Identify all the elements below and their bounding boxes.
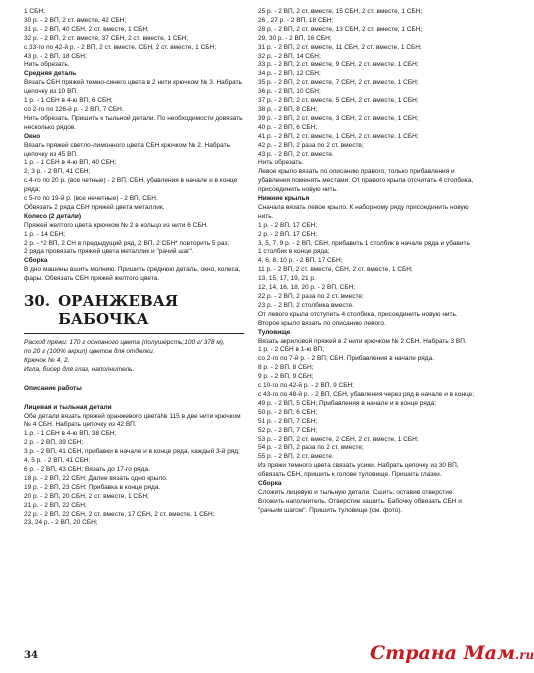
section-subheading: Колесо (2 детали): [24, 212, 82, 220]
text-line: 36 р. - 2 ВП, 10 СБН;: [258, 88, 321, 96]
text-line: цепочку из 10 ВП.: [24, 88, 78, 96]
left-column-part-1: [24, 8, 252, 284]
text-line: 2, 3 р. - 2 ВП, 41 СБН;: [24, 168, 91, 176]
section-subheading: Сборка: [258, 480, 282, 488]
text-line: 43 р. - 2 ВП, 18 СБН;: [24, 52, 87, 60]
page-number: 34: [24, 650, 38, 661]
text-line: Пряжей желтого цвета крючком № 2 в кольцо из нити 6 СБН.: [24, 221, 209, 229]
section-number: 30.: [24, 292, 51, 311]
text-line: 22 р. - 2 ВП, 22 СБН, 2 ст. вместе, 17 СБН, 2 ст. вместе, 1 СБН;: [24, 510, 215, 518]
section-subheading: Сборка: [24, 257, 48, 265]
text-line: 2 ряда провязать пряжей цвета металлик и "рачий шаг".: [24, 248, 194, 256]
text-line: 12, 14, 16, 18, 20 р. - 2 ВП, СБН;: [258, 284, 356, 292]
text-line: 11 р. - 2 ВП, 2 ст. вместе, СБН, 2 ст. вместе, 1 СБН;: [258, 266, 413, 274]
text-line: по 20 г (100% акрил) цветов для отделки.: [24, 348, 155, 355]
text-line: 1 р. - 1 СБН в 4-ю ВП, 40 СБН;: [24, 159, 117, 167]
text-line: несколько рядов.: [24, 123, 77, 131]
text-line: со 2-го по 7-й р. - 2 ВП, СБН. Прибавления в начале ряда.: [258, 355, 435, 363]
text-line: Нить обрезать.: [24, 61, 70, 69]
text-line: 33 р. - 2 ВП, 2 ст. вместе, 9 СБН, 2 ст. вместе, 1 СБН;: [258, 61, 419, 69]
text-line: В дно машины вшить молнию. Пришить среднюю деталь, окно, колеса,: [24, 266, 241, 274]
text-line: 9 р. - 2 ВП, 9 СБН;: [258, 373, 314, 381]
right-column: [258, 8, 480, 516]
text-line: Нить обрезать.: [258, 159, 304, 167]
text-line: Крючок № 4, 2.: [24, 356, 70, 364]
text-line: с 33-го по 42-й р. - 2 ВП, 2 ст. вместе, СБН, 2 ст. вместе, 1 СБН;: [24, 43, 217, 51]
text-line: 32 р. - 2 ВП, 2 ст. вместе, 37 СБН, 2 ст. вместе, 1 СБН;: [24, 34, 189, 42]
text-line: 21 р. - 2 ВП, 22 СБН;: [24, 501, 87, 509]
text-line: 13, 15, 17, 19, 21 р.: [258, 275, 316, 283]
text-line: 6 р. - 2 ВП, 43 СБН; Вязать до 17-го ряда.: [24, 465, 150, 473]
text-line: цепочку из 45 ВП.: [24, 150, 78, 158]
description-heading: Описание работы: [24, 384, 82, 392]
text-line: убавления поменять местами. От правого крыла отсчитать 4 столбика,: [258, 177, 474, 185]
text-line: 42 р. - 2 ВП, 2 раза по 2 ст. вместе;: [258, 141, 364, 149]
text-line: 1 р. - 2 ВП, 17 СБН;: [258, 221, 318, 229]
text-line: присоединить новую нить.: [258, 186, 338, 194]
text-line: От левого крыла отступить 4 столбика, присоединить новую нить.: [258, 310, 458, 318]
text-line: 1 р. - 2 СБН в 1-ю ВП;: [258, 346, 325, 354]
text-line: Игла, бисер для глаз, наполнитель.: [24, 365, 135, 373]
text-line: нить.: [258, 212, 274, 220]
section-subheading: Лицевая и тыльная детали: [24, 403, 112, 411]
text-line: 3 р. - 2 ВП, 41 СБН, прибавки в начале и в конце ряда, каждый 3-й ряд;: [24, 448, 240, 456]
text-line: с 10-го по 42-й р. - 2 ВП, 9 СБН;: [258, 382, 354, 390]
text-line: 55 р. - 2 ВП, 2 ст. вместе.: [258, 453, 334, 461]
text-line: Из пряжи темного цвета связать усики. Набрать цепочку из 30 ВП,: [258, 462, 459, 470]
text-line: 30 р. - 2 ВП, 2 ст. вместе, 42 СБН;: [24, 16, 127, 24]
text-line: 1 р. - 1 СБН в 4-ю ВП, 6 СБН;: [24, 97, 113, 105]
text-line: 52 р. - 2 ВП, 7 СБН;: [258, 426, 318, 434]
text-line: ряда;: [24, 186, 41, 194]
text-line: Расход пряжи: 170 г основного цвета (полушерсть;100 г/ 378 м),: [24, 339, 225, 347]
text-line: 20 р. - 2 ВП, 20 СБН, 2 ст. вместе, 1 СБН;: [24, 492, 149, 500]
text-line: 4, 6, 8, 10 р. - 2 ВП, 17 СБН;: [258, 257, 343, 265]
text-line: 25 р. - 2 ВП, 2 ст. вместе, 15 СБН, 2 ст. вместе, 1 СБН;: [258, 8, 423, 15]
text-line: 18 р. - 2 ВП, 22 СБН; Далее вязать одно крыло.: [24, 474, 168, 482]
text-line: 2 р. - 2 ВП, 17 СБН;: [258, 230, 318, 238]
text-line: 43 р. - 2 ВП, 2 ст. вместе.: [258, 150, 334, 158]
text-line: 38 р. - 2 ВП, 8 СБН;: [258, 105, 318, 113]
text-line: 4, 5 р. - 2 ВП, 41 СБН;: [24, 457, 91, 465]
text-line: 1 р. - 14 СБН;: [24, 230, 66, 238]
text-line: 1 р. - 1 СБН в 4-ю ВП, 38 СБН;: [24, 430, 117, 438]
section-subheading: Туловище: [258, 328, 291, 336]
text-line: обвязать СБН, пришить к голове туловище. Пришить глазки.: [258, 471, 442, 479]
text-line: 34 р. - 2 ВП, 12 СБН;: [258, 70, 321, 78]
text-line: Сначала вязать левое крыло. К наборному ряду присоединить новую: [258, 203, 469, 211]
text-line: Вязать акриловой пряжей в 2 нити крючком № 2 СБН. Набрать 3 ВП.: [258, 337, 467, 345]
text-line: с 5-го по 19-й р. (все нечетные) - 2 ВП, СБН.: [24, 195, 158, 203]
left-column-part-2: [24, 404, 252, 529]
text-line: 50 р. - 2 ВП, 6 СБН;: [258, 408, 318, 416]
text-line: 23 р. - 2 ВП, 2 столбика вместе.: [258, 301, 354, 309]
text-line: 54 р. - 2 ВП, 2 раза по 2 ст. вместе;: [258, 444, 364, 452]
text-line: Сложить лицевую и тыльную детали. Сшить, оставив отверстие.: [258, 488, 455, 496]
text-line: 53 р. - 2 ВП, 2 ст. вместе, 2 СБН, 2 ст. вместе, 1 СБН;: [258, 435, 419, 443]
text-line: 37 р. - 2 ВП, 2 ст. вместе, 5 СБН, 2 ст. вместе, 1 СБН;: [258, 97, 419, 105]
text-line: 26 , 27 р. - 2 ВП, 18 СБН;: [258, 16, 334, 24]
text-line: 32 р. - 2 ВП, 14 СБН;: [258, 52, 321, 60]
text-line: со 2-го по 126-й р. - 2 ВП, 7 СБН.: [24, 105, 124, 113]
text-line: 3, 5, 7, 9 р. - 2 ВП, СБН, прибавить 1 столбик в начале ряда и убавить: [258, 239, 470, 247]
text-line: 22 р. - 2 ВП, 2 раза по 2 ст. вместе;: [258, 293, 364, 300]
text-line: 8 р. - 2 ВП, 8 СБН;: [258, 364, 314, 372]
text-line: 1 СБН;: [24, 8, 45, 15]
text-line: 39 р. - 2 ВП, 2 ст. вместе, 3 СБН, 2 ст. вместе, 1 СБН;: [258, 114, 419, 122]
text-line: 35 р. - 2 ВП, 2 ст. вместе, 7 СБН, 2 ст. вместе, 1 СБН;: [258, 79, 419, 87]
text-line: 2 р. - *2 ВП, 2 СН в предыдущий ряд, 2 ВП, 2 СБН* повторить 5 раз;: [24, 239, 230, 247]
left-column: [24, 8, 252, 528]
watermark-text: Страна Мам: [370, 642, 516, 664]
text-line: Вязать пряжей светло-лимонного цвета СБН крючком № 2. Набрать: [24, 141, 231, 149]
text-line: № 4 СБН. Набрать цепочку из 42 ВП.: [24, 421, 137, 429]
text-line: 23, 24 р. - 2 ВП, 20 СБН;: [24, 519, 98, 527]
section-heading: [24, 292, 252, 328]
text-line: 19 р. - 2 ВП, 23 СБН; Прибавка в конце ряда.: [24, 483, 161, 491]
text-line: 51 р. - 2 ВП, 7 СБН;: [258, 417, 318, 425]
text-line: 28 р. - 2 ВП, 2 ст. вместе, 13 СБН, 2 ст. вместе, 1 СБН;: [258, 25, 423, 33]
text-line: 2 р. - 2 ВП, 39 СБН;: [24, 439, 84, 447]
text-line: 1 столбик в конце ряда;: [258, 248, 330, 256]
section-title: ОРАНЖЕВАЯ БАБОЧКА: [58, 292, 179, 329]
text-line: Обе детали вязать пряжей оранжевого цвета№ 115 в две нити крючком: [24, 412, 241, 420]
text-line: фары. Обвязать СБН пряжей желтого цвета.: [24, 275, 160, 283]
text-line: 40 р. - 2 ВП, 6 СБН;: [258, 123, 318, 131]
text-line: Второе крыло вязать по описанию левого.: [258, 319, 386, 327]
text-line: Левое крыло вязать по описанию правого, только прибавления и: [258, 168, 455, 176]
watermark-logo: [370, 642, 534, 664]
text-line: 49 р. - 2 ВП, 5 СБН; Прибавления в начале и в конце ряда;: [258, 399, 437, 407]
section-subheading: Средняя деталь: [24, 70, 77, 78]
text-line: 41 р. - 2 ВП, 2 ст. вместе, 1 СБН, 2 ст. вместе, 1 СБН;: [258, 132, 419, 140]
text-line: Обвязать 2 ряда СБН пряжей цвета металлик.: [24, 203, 165, 211]
section-subheading: Нижние крылья: [258, 195, 310, 203]
section-subheading: Окно: [24, 132, 41, 140]
text-line: Вложить наполнитель. Отверстие зашить. Бабочку обвязать СБН и: [258, 497, 462, 505]
text-line: Вязать СБН пряжей темно-синего цвета в 2 нити крючком № 3. Набрать: [24, 79, 242, 87]
text-line: Нить обрезать. Пришить к тыльной детали. По необходимости довязать: [24, 114, 243, 122]
text-line: с 43-го по 48-й р. - 2 ВП, СБН, убавления через ряд в начале и в конце;: [258, 390, 475, 398]
heading-divider: [24, 333, 244, 334]
text-line: 31 р. - 2 ВП, 2 ст. вместе, 11 СБН, 2 ст. вместе, 1 СБН;: [258, 43, 422, 51]
text-line: "рачьим шагом". Пришить туловище (см. фото).: [258, 506, 403, 514]
text-line: 29, 30 р. - 2 ВП, 16 СБН;: [258, 34, 332, 42]
text-line: 31 р. - 2 ВП, 40 СБН, 2 ст. вместе, 1 СБН;: [24, 25, 149, 33]
materials-block: [24, 339, 252, 375]
text-line: с 4-го по 20 р. (все четные) - 2 ВП, СБН, убавления в начале и в конце: [24, 177, 238, 185]
watermark-dot: .ru: [515, 648, 534, 662]
